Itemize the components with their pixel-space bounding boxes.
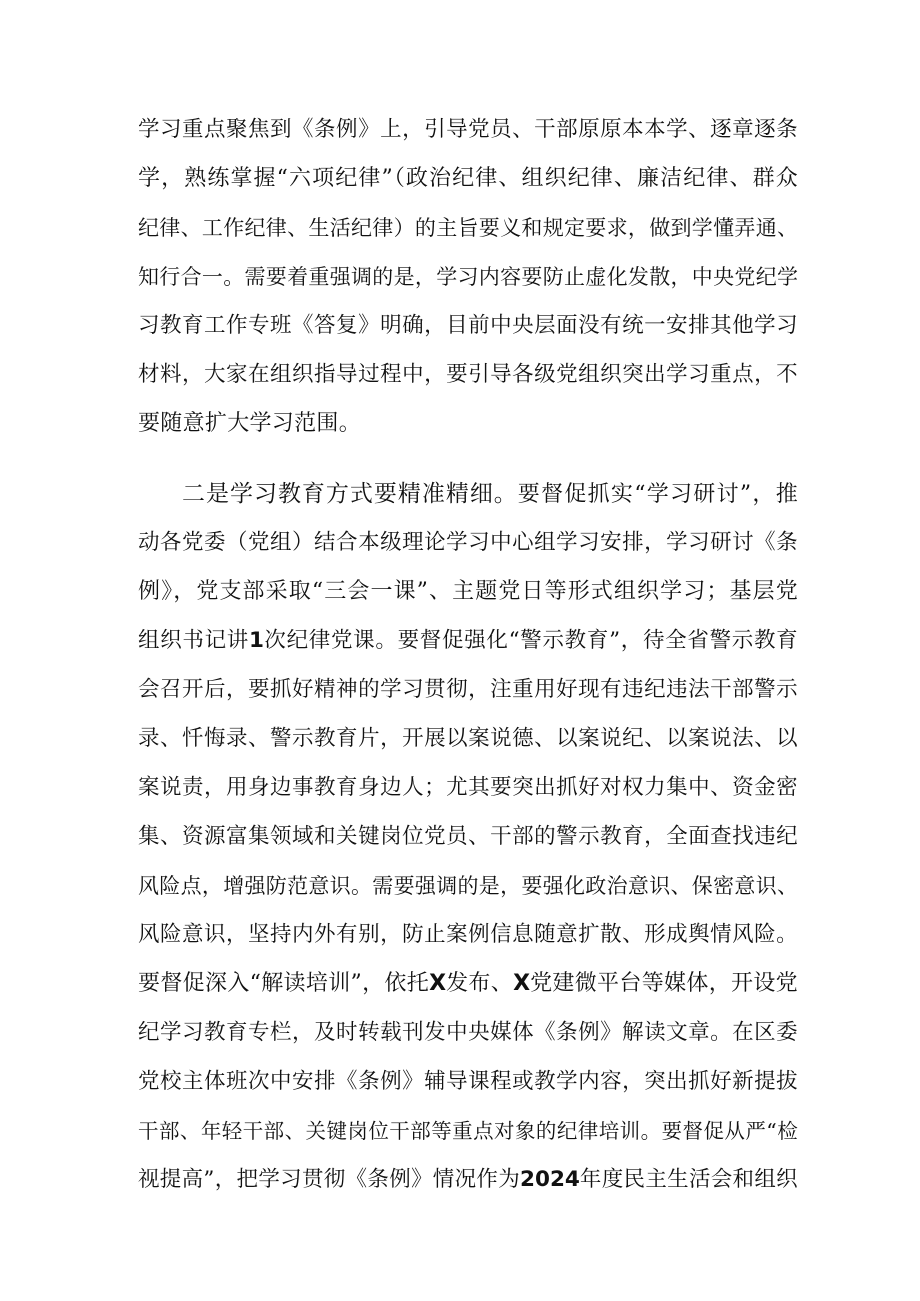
text: 学，熟练掌握“六项纪律”（政治纪律、组织纪律、廉洁纪律、群众 <box>138 166 798 191</box>
text: 例》，党支部采取“三会一课”、主题党日等形式组织学习；基层党 <box>138 579 798 604</box>
paragraph-2-line-11 <box>138 958 798 1010</box>
text: 党校主体班次中安排《条例》辅导课程或教学内容，突出抓好新提拔 <box>138 1069 798 1094</box>
text: 纪学习教育专栏，及时转载刊发中央媒体《条例》解读文章。在区委 <box>138 1020 798 1045</box>
text: 风险意识，坚持内外有别，防止案例信息随意扩散、形成舆情风险。 <box>138 922 798 947</box>
paragraph-1-line-2 <box>138 153 798 205</box>
text: 会召开后，要抓好精神的学习贯彻，注重用好现有违纪违法干部警示 <box>138 677 798 702</box>
paragraph-2-line-2 <box>138 517 798 569</box>
paragraph-1-line-3 <box>138 202 798 254</box>
text: 组织书记讲 <box>138 628 250 653</box>
paragraph-2-line-10 <box>138 909 798 961</box>
text: 学习重点聚焦到《条例》上，引导党员、干部原原本本学、逐章逐条 <box>138 117 798 142</box>
paragraph-2-line-6 <box>138 713 798 765</box>
paragraph-1-line-1 <box>138 104 798 156</box>
paragraph-1-line-4 <box>138 251 798 303</box>
paragraph-1-line-5 <box>138 300 798 352</box>
text: 习教育工作专班《答复》明确，目前中央层面没有统一安排其他学习 <box>138 313 798 338</box>
text: 录、忏悔录、警示教育片，开展以案说德、以案说纪、以案说法、以 <box>138 726 798 751</box>
text: 干部、年轻干部、关键岗位干部等重点对象的纪律培训。要督促从严“检 <box>138 1119 798 1143</box>
paragraph-2-line-7 <box>138 762 798 814</box>
text: 动各党委（党组）结合本级理论学习中心组学习安排，学习研讨《条 <box>138 530 798 555</box>
paragraph-2-line-12 <box>138 1007 798 1059</box>
number: 1 <box>249 628 264 653</box>
placeholder-x: X <box>429 971 447 996</box>
paragraph-1-line-6 <box>138 349 798 401</box>
text: 纪律、工作纪律、生活纪律）的主旨要义和规定要求，做到学懂弄通、 <box>138 216 798 240</box>
paragraph-2-line-14 <box>138 1105 798 1157</box>
paragraph-2-line-4 <box>138 615 798 667</box>
paragraph-2-line-15 <box>138 1154 798 1206</box>
text: 知行合一。需要着重强调的是，学习内容要防止虚化发散，中央党纪学 <box>138 265 798 289</box>
placeholder-x: X <box>513 971 531 996</box>
text: 党建微平台等媒体，开设党 <box>530 971 798 996</box>
text: 案说责，用身边事教育身边人；尤其要突出抓好对权力集中、资金密 <box>138 775 798 800</box>
text: 年度民主生活会和组织 <box>579 1167 798 1192</box>
paragraph-1-line-7 <box>138 398 798 450</box>
paragraph-2-line-8 <box>138 811 798 863</box>
text: 要督促深入“解读培训”，依托 <box>138 971 430 996</box>
text: 风险点，增强防范意识。需要强调的是，要强化政治意识、保密意识、 <box>138 874 798 898</box>
text: 材料，大家在组织指导过程中，要引导各级党组织突出学习重点，不 <box>138 362 798 387</box>
text: 要随意扩大学习范围。 <box>138 411 362 436</box>
year: 2024 <box>520 1167 580 1192</box>
text: 次纪律党课。要督促强化“警示教育”，待全省警示教育 <box>263 628 798 653</box>
text: 视提高”，把学习贯彻《条例》情况作为 <box>138 1167 521 1192</box>
paragraph-heading: 二是学习教育方式要精准精细。 <box>182 481 518 507</box>
paragraph-2-line-5 <box>138 664 798 716</box>
paragraph-2-line-9 <box>138 860 798 912</box>
text: 要督促抓实“学习研讨”，推 <box>517 482 798 507</box>
text: 发布、 <box>446 971 514 996</box>
paragraph-2-line-1 <box>182 468 798 520</box>
paragraph-2-line-13 <box>138 1056 798 1108</box>
text: 集、资源富集领域和关键岗位党员、干部的警示教育，全面查找违纪 <box>138 824 798 849</box>
paragraph-2-line-3 <box>138 566 798 618</box>
